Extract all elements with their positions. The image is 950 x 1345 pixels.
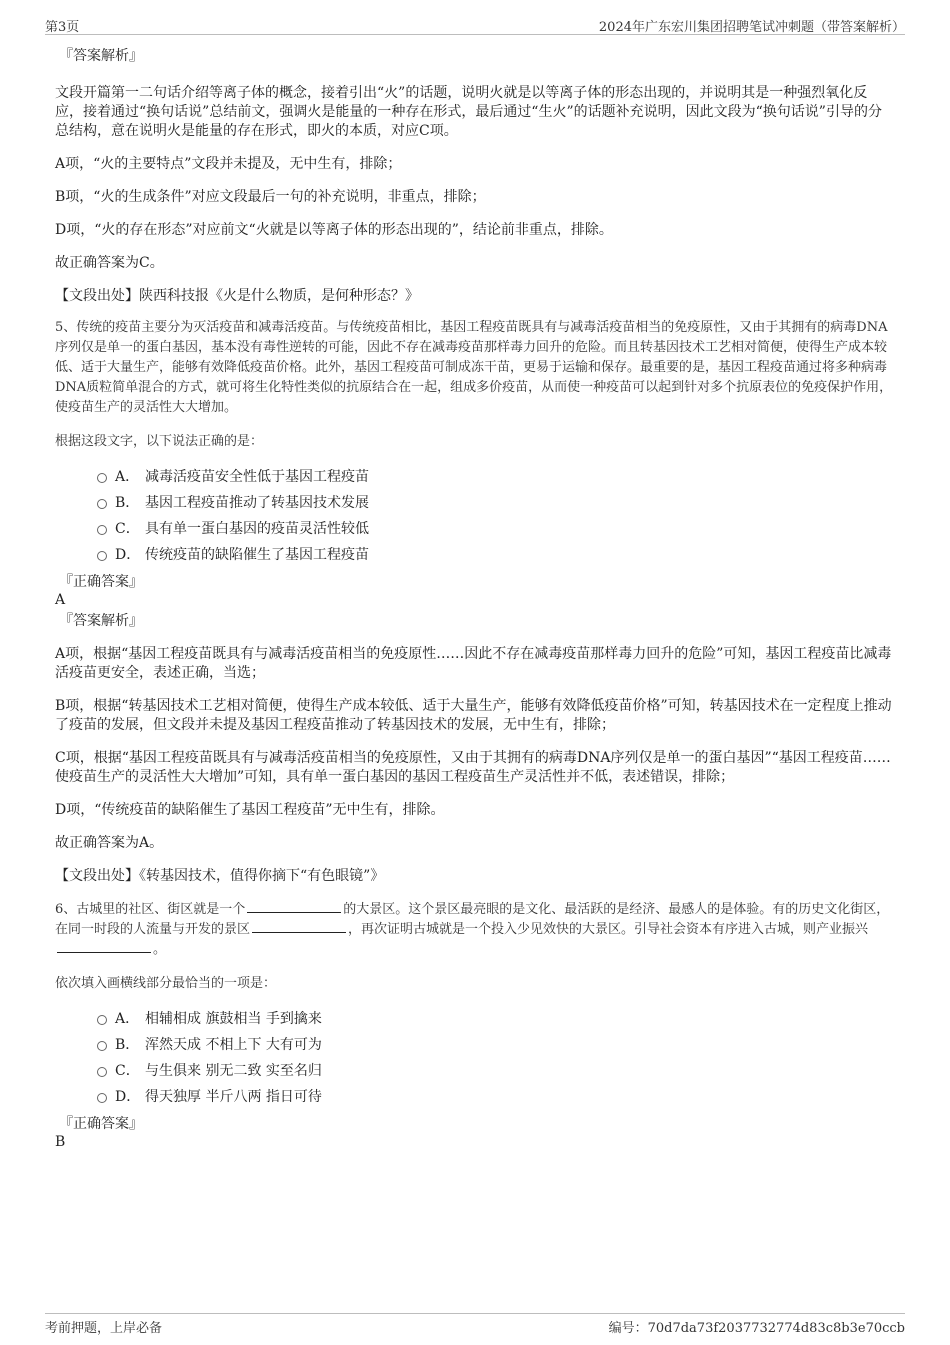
answer-value: B bbox=[55, 1134, 66, 1150]
radio-icon[interactable] bbox=[97, 1041, 107, 1051]
question-6-prompt: 依次填入画横线部分最恰当的一项是： bbox=[55, 976, 277, 991]
analysis-option-b: B项，根据“转基因技术工艺相对简便，使得生产成本较低、适于大量生产，能够有效降低疫苗价格”可知，转基因技术在一定程度上推动了疫苗的发展，但文段并未提及基因工程疫苗推动了转基因技术的发展，无中生有，排除； bbox=[55, 698, 892, 733]
footer-slogan: 考前押题，上岸必备 bbox=[45, 1321, 163, 1336]
analysis-conclusion: 故正确答案为C。 bbox=[55, 255, 164, 271]
question-6-options bbox=[55, 1006, 895, 1110]
page-content bbox=[55, 44, 895, 1151]
radio-icon[interactable] bbox=[97, 1067, 107, 1077]
answer-label: 『正确答案』 bbox=[59, 574, 143, 590]
question-5-prompt: 根据这段文字，以下说法正确的是： bbox=[55, 434, 264, 449]
page-header bbox=[45, 14, 905, 35]
option-c[interactable]: C． 具有单一蛋白基因的疫苗灵活性较低 bbox=[55, 516, 895, 542]
analysis-text: 文段开篇第一二句话介绍等离子体的概念，接着引出“火”的话题，说明火就是以等离子体的形态出现的，并说明其是一种强烈氧化反应，接着通过“换句话说”总结前文，强调火是能量的一种存在形式，最后通过“生火”的话题补充说明，因此文段为“换句话说”引导的分总结构，意在说明火是能量的存在形式，即火的本质，对应C项。 bbox=[55, 85, 882, 139]
analysis-option-d: D项，“火的存在形态”对应前文“火就是以等离子体的形态出现的”，结论前非重点，排除。 bbox=[55, 222, 613, 238]
page-footer bbox=[45, 1313, 905, 1334]
option-a[interactable]: A． 相辅相成 旗鼓相当 手到擒来 bbox=[55, 1006, 895, 1032]
answer-label: 『正确答案』 bbox=[59, 1116, 143, 1132]
analysis-source: 【文段出处】《转基因技术，值得你摘下“有色眼镜”》 bbox=[55, 868, 385, 884]
analysis-option-a: A项，“火的主要特点”文段并未提及，无中生有，排除； bbox=[55, 156, 402, 172]
blank-1 bbox=[247, 900, 341, 913]
radio-icon[interactable] bbox=[97, 499, 107, 509]
option-d[interactable]: D． 得天独厚 半斤八两 指日可待 bbox=[55, 1084, 895, 1110]
option-a[interactable]: A． 减毒活疫苗安全性低于基因工程疫苗 bbox=[55, 464, 895, 490]
radio-icon[interactable] bbox=[97, 473, 107, 483]
blank-3 bbox=[57, 940, 151, 953]
analysis-option-d: D项，“传统疫苗的缺陷催生了基因工程疫苗”无中生有，排除。 bbox=[55, 802, 445, 818]
question-5-stem: 5、传统的疫苗主要分为灭活疫苗和减毒活疫苗。与传统疫苗相比，基因工程疫苗既具有与减毒活疫苗相当的免疫原性，又由于其拥有的病毒DNA序列仅是单一的蛋白基因，基本没有毒性逆转的可能，因此不存在减毒疫苗那样毒力回升的危险。而且转基因技术工艺相对简便，使得生产成本较低、适于大量生产，能够有效降低疫苗价格。此外，基因工程疫苗可制成冻干苗，更易于运输和保存。最重要的是，基因工程疫苗通过将多种病毒DNA质粒简单混合的方式，就可将生化特性类似的抗原结合在一起，组成多价疫苗，从而使一种疫苗可以起到针对多个抗原表位的免疫保护作用，使疫苗生产的灵活性大大增加。 bbox=[55, 320, 893, 415]
radio-icon[interactable] bbox=[97, 551, 107, 561]
question-5-options bbox=[55, 464, 895, 568]
analysis-label: 『答案解析』 bbox=[59, 613, 143, 629]
answer-value: A bbox=[55, 592, 66, 608]
document-id: 编号：70d7da73f2037732774d83c8b3e70ccb bbox=[608, 1321, 905, 1336]
analysis-source: 【文段出处】陕西科技报《火是什么物质，是何种形态？》 bbox=[55, 288, 419, 304]
blank-2 bbox=[252, 920, 346, 933]
question-6-stem: 6、古城里的社区、街区就是一个 的大景区。这个景区最亮眼的是文化、最活跃的是经济、最感人的是体验。有的历史文化街区，在同一时段的人流量与开发的景区 ，再次证明古城就是一个投入少见效快的大景区。引导社会资本有序进入古城，则产业振兴。 bbox=[55, 902, 890, 957]
page-number: 第3页 bbox=[45, 20, 80, 35]
option-c[interactable]: C． 与生俱来 别无二致 实至名归 bbox=[55, 1058, 895, 1084]
document-title: 2024年广东宏川集团招聘笔试冲刺题（带答案解析） bbox=[598, 20, 905, 35]
radio-icon[interactable] bbox=[97, 525, 107, 535]
analysis-label: 『答案解析』 bbox=[59, 48, 143, 64]
option-b[interactable]: B． 浑然天成 不相上下 大有可为 bbox=[55, 1032, 895, 1058]
option-d[interactable]: D． 传统疫苗的缺陷催生了基因工程疫苗 bbox=[55, 542, 895, 568]
analysis-option-b: B项，“火的生成条件”对应文段最后一句的补充说明，非重点，排除； bbox=[55, 189, 486, 205]
analysis-conclusion: 故正确答案为A。 bbox=[55, 835, 164, 851]
radio-icon[interactable] bbox=[97, 1093, 107, 1103]
radio-icon[interactable] bbox=[97, 1015, 107, 1025]
analysis-option-a: A项，根据“基因工程疫苗既具有与减毒活疫苗相当的免疫原性……因此不存在减毒疫苗那样毒力回升的危险”可知，基因工程疫苗比减毒活疫苗更安全，表述正确，当选； bbox=[55, 646, 892, 681]
analysis-option-c: C项，根据“基因工程疫苗既具有与减毒活疫苗相当的免疫原性，又由于其拥有的病毒DNA序列仅是单一的蛋白基因”“基因工程疫苗……使疫苗生产的灵活性大大增加”可知，具有单一蛋白基因的基因工程疫苗生产灵活性并不低，表述错误，排除； bbox=[55, 750, 891, 785]
option-b[interactable]: B． 基因工程疫苗推动了转基因技术发展 bbox=[55, 490, 895, 516]
